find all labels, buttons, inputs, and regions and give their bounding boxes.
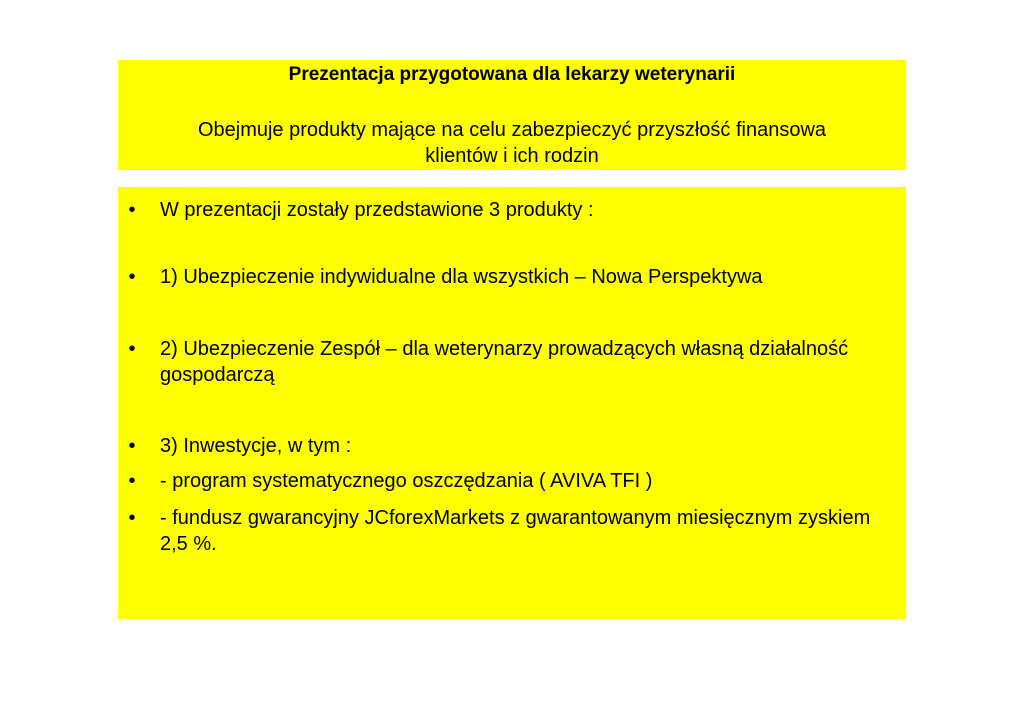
slide-title: Prezentacja przygotowana dla lekarzy weterynarii: [288, 64, 736, 85]
bullet-text: - program systematycznego oszczędzania ( AVIVA TFI ): [160, 470, 653, 492]
bullet-text: 3) Inwestycje, w tym :: [160, 435, 352, 457]
bullet-icon: •: [128, 507, 136, 529]
bullet-text: 1) Ubezpieczenie indywidualne dla wszystkich – Nowa Perspektywa: [160, 266, 763, 288]
bullet-icon: •: [128, 199, 136, 221]
bullet-icon: •: [128, 338, 136, 360]
bullet-text: 2) Ubezpieczenie Zespół – dla weterynarzy prowadzących własną działalność gospodarczą: [160, 338, 849, 386]
bullet-text: - fundusz gwarancyjny JCforexMarkets z gwarantowanym miesięcznym zyskiem 2,5 %.: [160, 507, 871, 555]
title-box: [118, 60, 906, 170]
bullet-icon: •: [128, 470, 136, 492]
slide-subtitle: Obejmuje produkty mające na celu zabezpieczyć przyszłość finansowa klientów i ich rodzin: [197, 119, 827, 167]
bullet-icon: •: [128, 435, 136, 457]
content-box: [118, 187, 906, 619]
bullet-text: W prezentacji zostały przedstawione 3 produkty :: [160, 199, 594, 221]
bullet-icon: •: [128, 266, 136, 288]
